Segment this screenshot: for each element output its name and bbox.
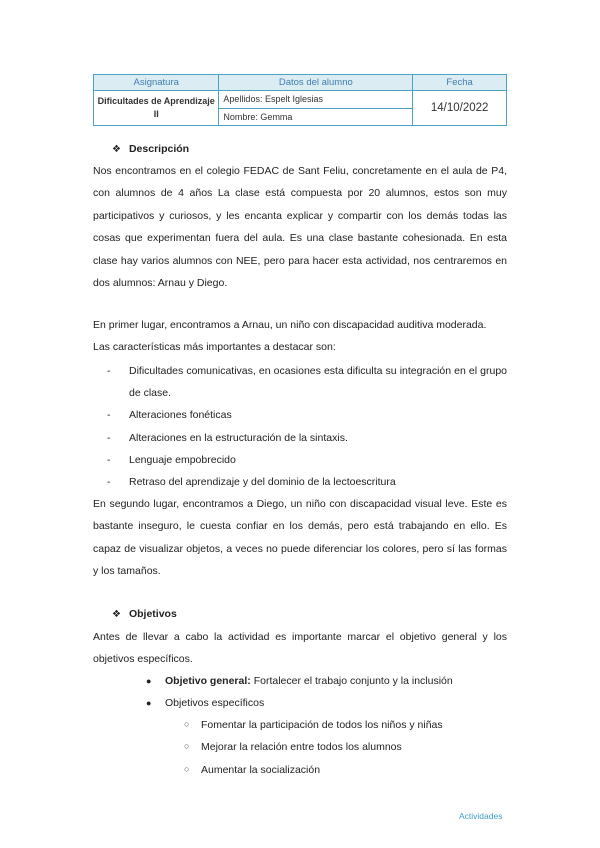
- dash-bullet: -: [107, 454, 111, 466]
- arnau-line-1: En primer lugar, encontramos a Arnau, un niño con discapacidad auditiva moderada.: [93, 319, 487, 331]
- objectives-heading: [112, 608, 177, 620]
- hollow-bullet-icon: ○: [184, 719, 190, 729]
- list-item: Alteraciones fonéticas: [129, 409, 232, 421]
- header-date: Fecha: [413, 75, 507, 91]
- description-paragraph: Nos encontramos en el colegio FEDAC de Sant Feliu, concretamente en el aula de P4, con alumnos de 4 años La clase está compuesta por 20 alumnos, estos son muy participativos y curiosos, y les encanta explicar y compartir con los demás todas las cosas que experimentan fuera del aula. Es una clase bastante cohesionada. En esta clase hay varios alumnos con NEE, pero para hacer esta actividad, nos centraremos en dos alumnos: Arnau y Diego.: [93, 165, 507, 290]
- diamond-bullet-icon: ❖: [112, 144, 121, 155]
- footer-label: Actividades: [459, 811, 503, 821]
- objectives-intro: Antes de llevar a cabo la actividad es importante marcar el objetivo general y los objetivos específicos.: [93, 631, 507, 666]
- general-objective-label: Objetivo general:: [165, 675, 251, 687]
- specific-objectives-label: Objetivos específicos: [165, 697, 265, 709]
- list-item: Retraso del aprendizaje y del dominio de la lectoescritura: [129, 476, 396, 488]
- header-table: [93, 74, 507, 126]
- specific-objective: Mejorar la relación entre todos los alumnos: [201, 741, 402, 753]
- list-item: Alteraciones en la estructuración de la sintaxis.: [129, 432, 348, 444]
- list-item: Lenguaje empobrecido: [129, 454, 236, 466]
- arnau-line-2: Las características más importantes a destacar son:: [93, 341, 336, 353]
- dash-bullet: -: [107, 432, 111, 444]
- header-student-data: Datos del alumno: [219, 75, 413, 91]
- date-cell: 14/10/2022: [413, 91, 507, 126]
- objectives-heading-text: Objetivos: [128, 608, 177, 620]
- surname-cell: Apellidos: Espelt Iglesias: [219, 91, 413, 109]
- filled-bullet-icon: ●: [146, 698, 152, 708]
- name-cell: Nombre: Gemma: [219, 108, 413, 126]
- filled-bullet-icon: ●: [146, 676, 152, 686]
- header-subject: Asignatura: [94, 75, 219, 91]
- dash-bullet: -: [107, 365, 111, 377]
- dash-bullet: -: [107, 409, 111, 421]
- description-heading: [112, 143, 189, 155]
- diamond-bullet-icon: ❖: [112, 609, 121, 620]
- hollow-bullet-icon: ○: [184, 741, 190, 751]
- specific-objective: Aumentar la socialización: [201, 764, 321, 776]
- hollow-bullet-icon: ○: [184, 764, 190, 774]
- list-item: Dificultades comunicativas, en ocasiones esta dificulta su integración en el grupo de clase.: [129, 365, 507, 400]
- general-objective-text: Fortalecer el trabajo conjunto y la inclusión: [250, 675, 453, 687]
- specific-objective: Fomentar la participación de todos los niños y niñas: [201, 719, 443, 731]
- description-heading-text: Descripción: [128, 143, 190, 155]
- dash-bullet: -: [107, 476, 111, 488]
- diego-paragraph: En segundo lugar, encontramos a Diego, un niño con discapacidad visual leve. Este es bastante inseguro, le cuesta confiar en los demás, pero está trabajando en ello. Es capaz de visualizar objetos, a veces no puede diferenciar los colores, pero sí las formas y los tamaños.: [93, 498, 507, 578]
- subject-cell: Dificultades de Aprendizaje II: [94, 91, 219, 126]
- general-objective: [165, 675, 453, 687]
